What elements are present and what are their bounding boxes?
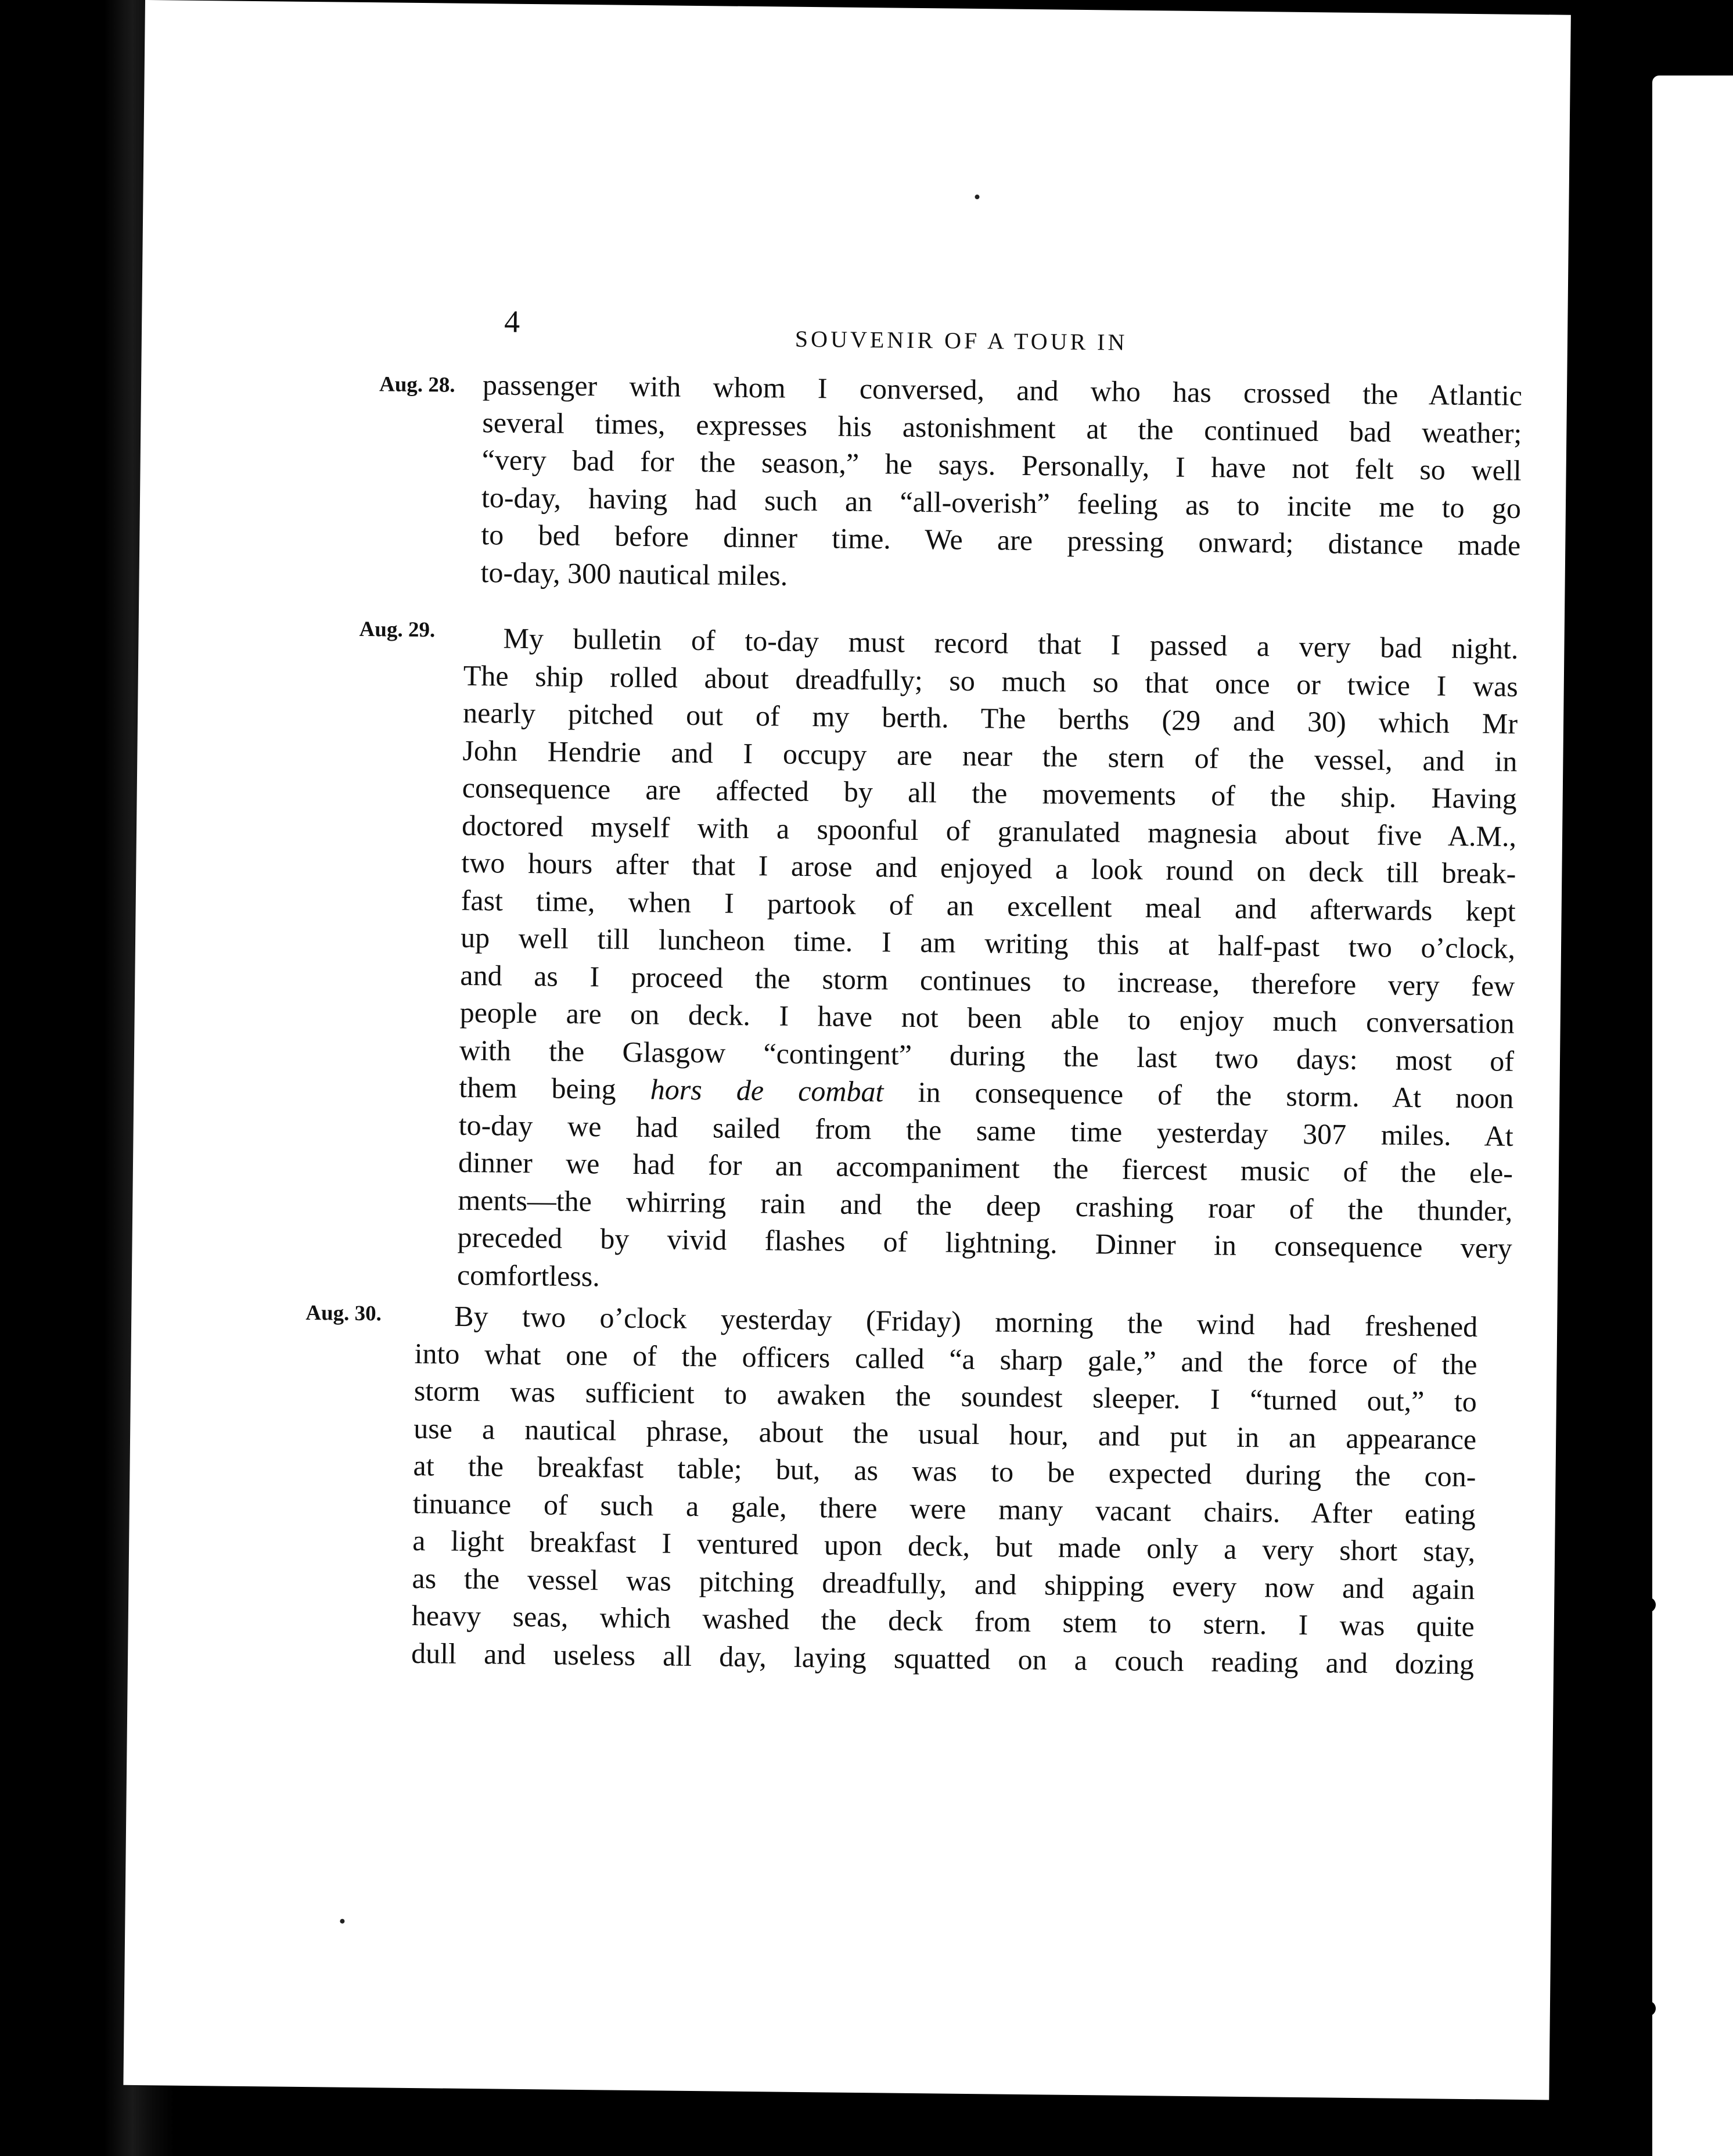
adjacent-page-mark xyxy=(1641,2001,1656,2016)
text-line: storm was sufficient to awaken the soundest sleeper. I “turned out,” to xyxy=(414,1374,1477,1418)
page-number: 4 xyxy=(504,304,520,339)
text-line: consequence are affected by all the movements of the ship. Having xyxy=(462,771,1518,815)
book-page xyxy=(123,0,1570,2100)
text-line: John Hendrie and I occupy are near the stern of the vessel, and in xyxy=(462,734,1518,778)
text-line: to-day we had sailed from the same time yesterday 307 miles. At xyxy=(458,1108,1513,1152)
text-line: comfortless. xyxy=(456,1258,601,1292)
entry-date: Aug. 29. xyxy=(359,617,436,642)
text-line: The ship rolled about dreadfully; so much so that once or twice I was xyxy=(463,659,1519,703)
running-head: SOUVENIR OF A TOUR IN xyxy=(794,325,1128,355)
text-line: a light breakfast I ventured upon deck, but made only a very short stay, xyxy=(412,1523,1476,1568)
entry-text xyxy=(411,1297,1478,1683)
text-line: nearly pitched out of my berth. The berths (29 and 30) which Mr xyxy=(462,696,1518,740)
adjacent-page-edge xyxy=(1652,76,1733,2156)
text-line: My bulletin of to-day must record that I passed a very bad night. xyxy=(503,621,1519,665)
text-line: dinner we had for an accompaniment the fiercest music of the ele- xyxy=(458,1145,1513,1190)
text-line: to-day, having had such an “all-overish” feeling as to incite me to go xyxy=(481,480,1522,524)
text-line: use a nautical phrase, about the usual hour, and put in an appearance xyxy=(413,1411,1477,1456)
text-line: preceded by vivid flashes of lightning. Dinner in consequence very xyxy=(457,1220,1512,1264)
entry-date: Aug. 30. xyxy=(305,1301,382,1326)
text-line: two hours after that I arose and enjoyed a look round on deck till break- xyxy=(461,846,1516,890)
scan-left-edge xyxy=(0,0,52,2156)
text-line: passenger with whom I conversed, and who has crossed the Atlantic xyxy=(482,368,1523,412)
text-line: to bed before dinner time. We are pressing onward; distance made xyxy=(481,518,1521,562)
text-line: fast time, when I partook of an excellent meal and afterwards kept xyxy=(461,883,1516,928)
entry-text xyxy=(457,619,1519,1305)
text-line: doctored myself with a spoonful of granulated magnesia about five A.M., xyxy=(461,808,1517,853)
text-line: ments—the whirring rain and the deep crashing roar of the thunder, xyxy=(458,1183,1513,1227)
text-segment: them being xyxy=(459,1070,616,1105)
text-line: as the vessel was pitching dreadfully, and shipping every now and again xyxy=(412,1561,1475,1605)
text-line: By two o’clock yesterday (Friday) morning the wind had freshened xyxy=(454,1299,1478,1343)
text-segment: in consequence of the storm. At noon xyxy=(918,1076,1514,1115)
entry-text xyxy=(480,366,1522,602)
italic-phrase: hors de combat xyxy=(650,1073,884,1108)
adjacent-page-mark xyxy=(1641,1597,1656,1612)
paper-speck xyxy=(975,195,979,199)
text-line: and as I proceed the storm continues to increase, therefore very few xyxy=(460,958,1515,1002)
entry-date: Aug. 28. xyxy=(379,372,455,397)
text-line: into what one of the officers called “a sharp gale,” and the force of the xyxy=(414,1336,1477,1381)
text-line: “very bad for the season,” he says. Personally, I have not felt so well xyxy=(481,443,1522,487)
text-line: up well till luncheon time. I am writing this at half-past two o’clock, xyxy=(460,921,1516,965)
text-line: at the breakfast table; but, as was to be expected during the con- xyxy=(413,1449,1476,1493)
text-line: with the Glasgow “contingent” during the last two days: most of xyxy=(459,1033,1515,1077)
text-line: dull and useless all day, laying squatted on a couch reading and dozing xyxy=(411,1636,1475,1680)
paper-speck xyxy=(340,1919,344,1924)
text-line: people are on deck. I have not been able to enjoy much conversation xyxy=(459,996,1515,1040)
text-line: to-day, 300 nautical miles. xyxy=(480,555,788,592)
text-line: heavy seas, which washed the deck from stem to stern. I was quite xyxy=(411,1598,1475,1643)
text-line: tinuance of such a gale, there were many vacant chairs. After eating xyxy=(412,1486,1476,1530)
text-line: several times, expresses his astonishment at the continued bad weather; xyxy=(482,405,1522,450)
